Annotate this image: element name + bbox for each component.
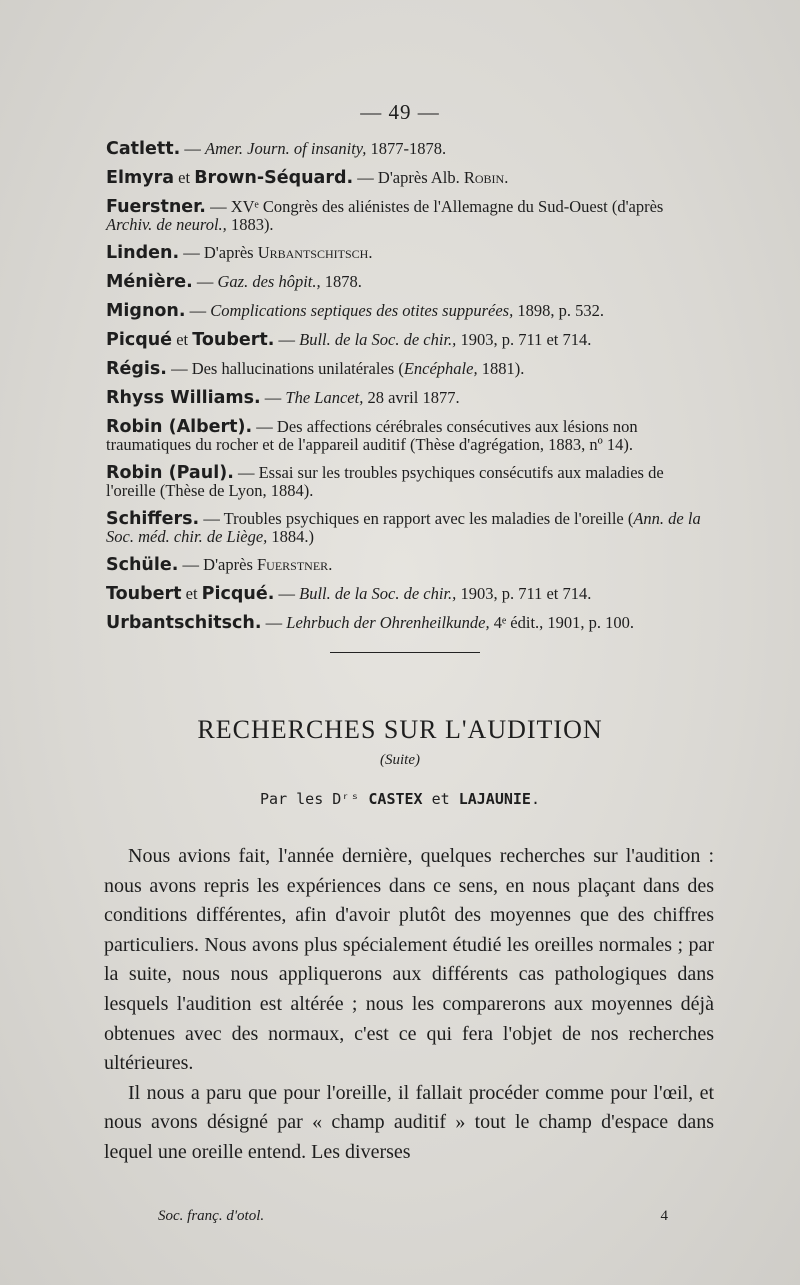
reference-entry: Robin (Paul). — Essai sur les troubles psychiques consécutifs aux maladies de l'oreille (Thèse de Lyon, 1884). [106,463,664,500]
reference-author: Ménière. [106,272,193,292]
section-divider [330,652,480,653]
reference-author: Picqué [106,330,173,350]
reference-author: Mignon. [106,301,186,321]
article-byline: Par les Dʳˢ CASTEX et LAJAUNIE. [260,790,540,808]
reference-author: Fuerstner. [106,197,206,217]
signature-mark: 4 [660,1208,668,1224]
page-footer [158,1208,668,1225]
reference-entry: Catlett. — Amer. Journ. of insanity, 1877-1878. [106,139,447,159]
reference-entry: Schüle. — D'après Fuerstner. [106,555,333,575]
body-paragraph: Il nous a paru que pour l'oreille, il fallait procéder comme pour l'œil, et nous avons désigné par « champ auditif » tout le champ d'espace dans lequel une oreille entend. Les diverses [104,1081,714,1163]
author-name: CASTEX [368,790,423,808]
reference-source: Archiv. de neurol., [106,215,227,234]
reference-source: Bull. de la Soc. de chir., [299,584,457,603]
footer-journal: Soc. franç. d'otol. [158,1208,265,1224]
reference-entry: Picqué et Toubert. — Bull. de la Soc. de chir., 1903, p. 711 et 714. [106,330,592,350]
reference-entry: Elmyra et Brown-Séquard. — D'après Alb. Robin. [106,168,509,188]
article-body [104,842,714,1168]
reference-entry: Schiffers. — Troubles psychiques en rapport avec les maladies de l'oreille (Ann. de la Soc. méd. chir. de Liège, 1884.) [106,509,701,546]
reference-source: Complications septiques des otites suppurées, [210,301,514,320]
page-number: — 49 — [360,100,440,124]
reference-entry: Mignon. — Complications septiques des otites suppurées, 1898, p. 532. [106,301,604,321]
reference-author: Elmyra [106,168,175,188]
reference-author: Catlett. [106,139,181,159]
reference-author: Régis. [106,359,167,379]
reference-author: Schüle. [106,555,179,575]
references-list [106,140,710,643]
reference-entry: Robin (Albert). — Des affections cérébrales consécutives aux lésions non traumatiques du rocher et de l'appareil auditif (Thèse d'agrégation, 1883, nº 14). [106,417,638,454]
reference-entry: Fuerstner. — XVᵉ Congrès des aliénistes de l'Allemagne du Sud-Ouest (d'après Archiv. de neurol., 1883). [106,197,664,234]
reference-source: Encéphale, [403,359,478,378]
reference-source: Gaz. des hôpit., [217,272,321,291]
reference-entry: Régis. — Des hallucinations unilatérales (Encéphale, 1881). [106,359,525,379]
reference-author: Toubert [106,584,182,604]
reference-author: Linden. [106,243,180,263]
reference-source: Lehrbuch der Ohrenheilkunde, [286,613,490,632]
reference-author: Robin (Albert). [106,417,253,437]
reference-author: Brown-Séquard. [194,168,354,188]
reference-entry: Rhyss Williams. — The Lancet, 28 avril 1877. [106,388,460,408]
reference-author: Rhyss Williams. [106,388,261,408]
reference-source: The Lancet, [285,388,364,407]
reference-entry: Linden. — D'après Urbantschitsch. [106,243,373,263]
body-paragraph: Nous avions fait, l'année dernière, quelques recherches sur l'audition : nous avons repris les expériences dans ce sens, en nous plaçant dans des conditions différentes, afin d'avoir plutôt des moyennes que des chiffres particuliers. Nous avons plus spécialement étudié les oreilles normales ; par la suite, nous nous appliquerons aux différents cas pathologiques dans lesquels l'audition est altérée ; nous les comparerons aux moyennes déjà obtenues avec des normaux, c'est ce qui fera l'objet de nos recherches ultérieures. [104,845,714,1075]
reference-author: Schiffers. [106,509,200,529]
reference-entry: Toubert et Picqué. — Bull. de la Soc. de chir., 1903, p. 711 et 714. [106,584,592,604]
reference-source: Amer. Journ. of insanity, [205,139,367,158]
reference-author: Toubert. [192,330,275,350]
article-subtitle: (Suite) [380,752,420,768]
article-title: RECHERCHES SUR L'AUDITION [197,715,603,744]
reference-source: Ann. de la Soc. méd. chir. de Liège, [106,509,701,546]
reference-author: Robin (Paul). [106,463,234,483]
reference-entry: Ménière. — Gaz. des hôpit., 1878. [106,272,362,292]
reference-author: Urbantschitsch. [106,613,262,633]
reference-author: Picqué. [201,584,275,604]
reference-source: Bull. de la Soc. de chir., [299,330,457,349]
author-name: LAJAUNIE [458,790,531,808]
reference-entry: Urbantschitsch. — Lehrbuch der Ohrenheilkunde, 4ᵉ édit., 1901, p. 100. [106,613,635,633]
